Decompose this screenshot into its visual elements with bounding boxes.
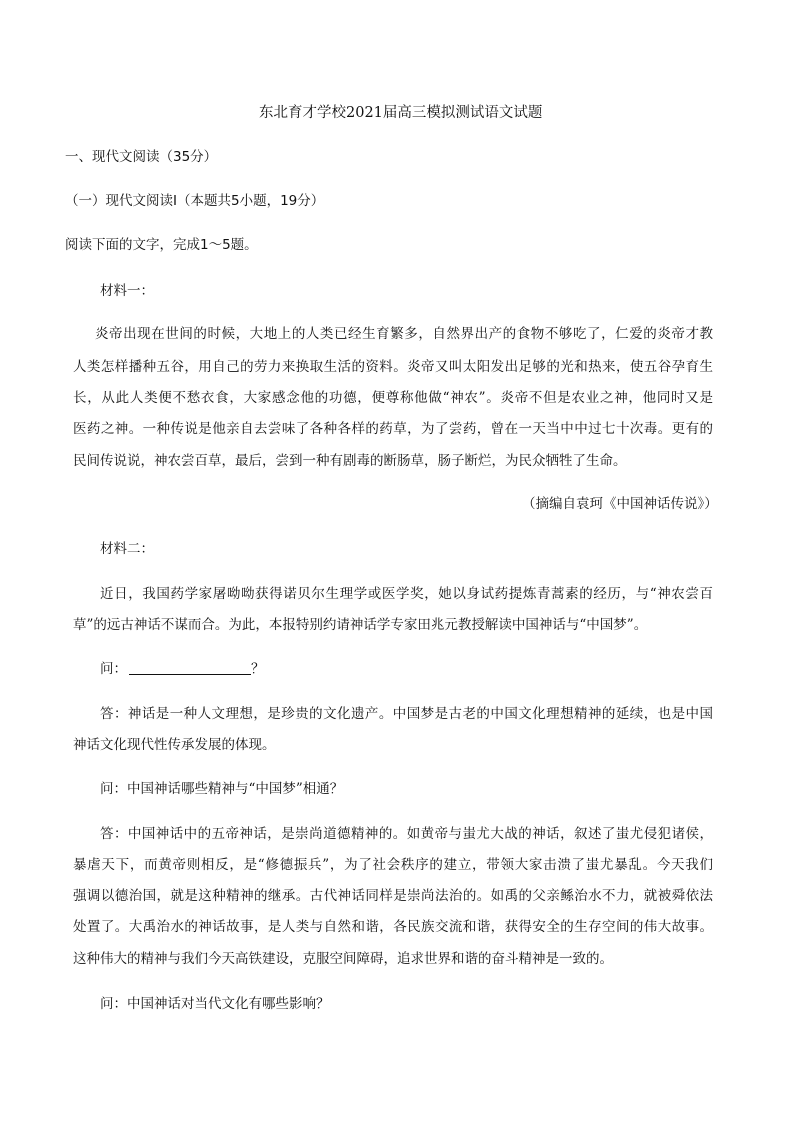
answer-2-line: 暴虐天下，而黄帝则相反，是“修德振兵”，为了社会秩序的建立，带领大家击溃了蚩尤暴乱。今天我们: [73, 857, 713, 873]
question-3: 问：中国神话对当代文化有哪些影响？: [100, 996, 330, 1012]
material-1-line: 炎帝出现在世间的时候，大地上的人类已经生育繁多，自然界出产的食物不够吃了，仁爱的炎帝才教: [95, 326, 713, 342]
material-1-line: 医药之神。一种传说是他亲自去尝味了各种各样的药草，为了尝药，曾在一天当中中过七十次毒。更有的: [73, 421, 713, 437]
answer-2-line: 强调以德治国，就是这种精神的继承。古代神话同样是崇尚法治的。如禹的父亲鲧治水不力，就被舜依法: [73, 888, 713, 904]
question-1-suffix: ？: [251, 661, 265, 677]
material-1-source: （摘编自袁珂《中国神话传说》）: [522, 496, 718, 512]
answer-1-line: 神话文化现代性传承发展的体现。: [73, 737, 276, 753]
section-heading: 一、现代文阅读（35分）: [65, 149, 218, 165]
question-2: 问：中国神话哪些精神与“中国梦”相通？: [100, 781, 344, 797]
material-1-label: 材料一：: [100, 283, 154, 299]
instruction-text: 阅读下面的文字，完成1～5题。: [65, 237, 258, 253]
material-2-line: 近日，我国药学家屠呦呦获得诺贝尔生理学或医学奖，她以身试药提炼青蒿素的经历，与“神农尝百: [100, 586, 713, 602]
material-1-line: 长，从此人类便不愁衣食，大家感念他的功德，便尊称他做“神农”。炎帝不但是农业之神，他同时又是: [73, 390, 713, 406]
material-2-line: 草”的远古神话不谋而合。为此，本报特别约请神话学专家田兆元教授解读中国神话与“中国梦”。: [73, 617, 648, 633]
answer-1-line: 答：神话是一种人文理想，是珍贵的文化遗产。中国梦是古老的中国文化理想精神的延续，也是中国: [100, 706, 713, 722]
subsection-heading: （一）现代文阅读Ⅰ（本题共5小题，19分）: [65, 193, 325, 209]
material-1-line: 人类怎样播种五谷，用自己的劳力来换取生活的资料。炎帝又叫太阳发出足够的光和热来，使五谷孕育生: [73, 359, 713, 375]
question-1-prefix: 问：: [100, 661, 127, 677]
document-title: 东北育才学校2021届高三模拟测试语文试题: [259, 105, 543, 121]
answer-blank: [129, 660, 251, 675]
answer-2-line: 答：中国神话中的五帝神话，是崇尚道德精神的。如黄帝与蚩尤大战的神话，叙述了蚩尤侵犯诸侯，: [100, 826, 713, 842]
question-1: [100, 660, 265, 678]
material-1-line: 民间传说说，神农尝百草，最后，尝到一种有剧毒的断肠草，肠子断烂，为民众牺牲了生命。: [73, 453, 627, 469]
answer-2-line: 处置了。大禹治水的神话故事，是人类与自然和谐，各民族交流和谐，获得安全的生存空间的伟大故事。: [73, 919, 713, 935]
material-2-label: 材料二：: [100, 541, 154, 557]
answer-2-line: 这种伟大的精神与我们今天高铁建设，克服空间障碍，追求世界和谐的奋斗精神是一致的。: [73, 951, 613, 967]
